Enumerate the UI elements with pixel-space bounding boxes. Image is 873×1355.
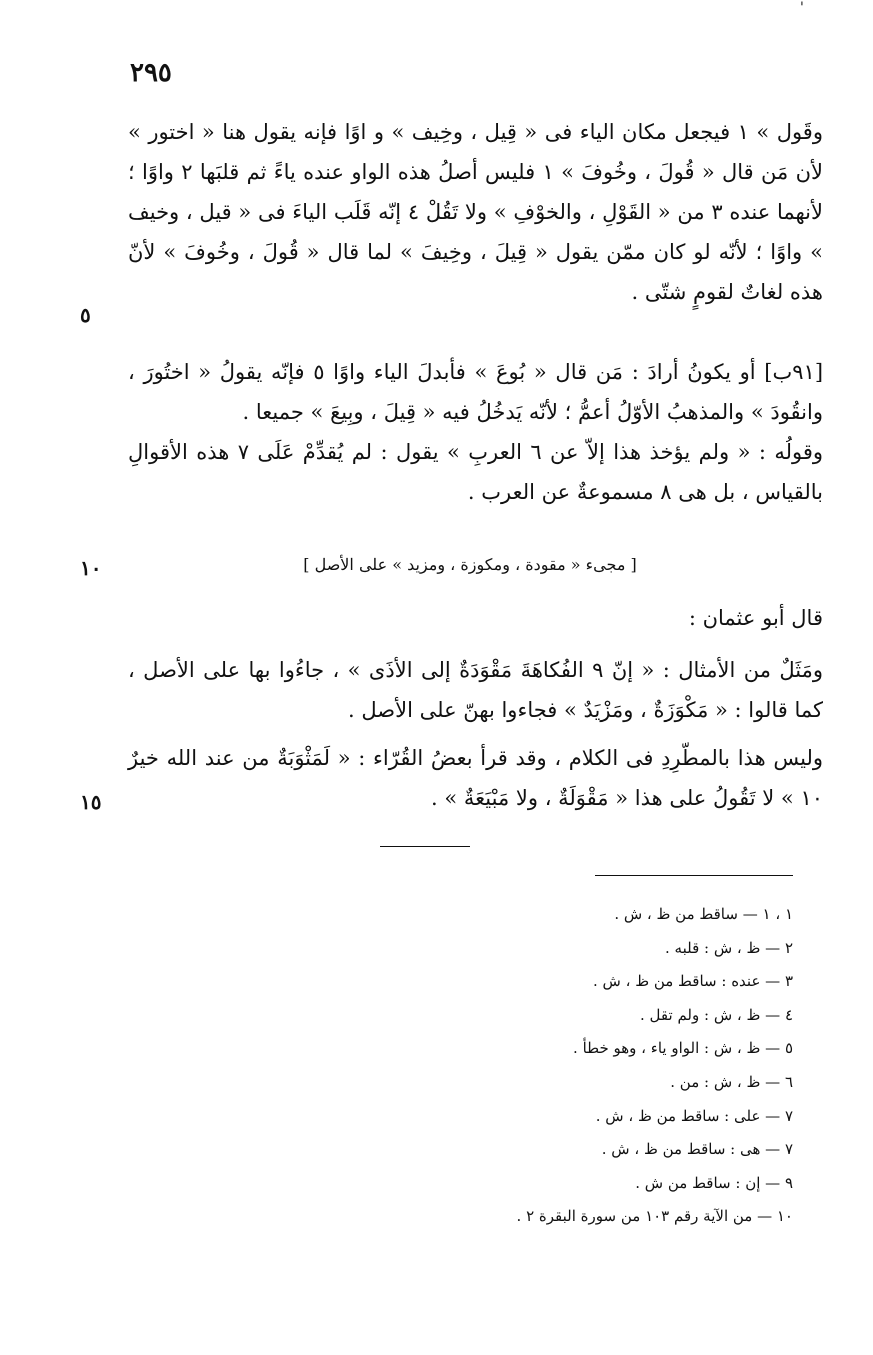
paragraph-block-4 bbox=[128, 598, 823, 638]
paragraph-block-6 bbox=[128, 738, 823, 818]
footnote-item: ٤ — ظ ، ش : ولم تقل . bbox=[640, 1005, 793, 1024]
paragraph-2: [٩١ب] أو يكونُ أرادَ : مَن قال « بُوعَ » فأبدلَ الياء واوًا ٥ فإنّه يقولُ « اختُورَ ، وانقُودَ » والمذهبُ الأوّلُ أعمُّ ؛ لأنّه يَدخُلُ فيه « قِيلَ ، وبِيعَ » جميعا . bbox=[128, 360, 824, 424]
footnote-item: ٩ — إن : ساقط من ش . bbox=[635, 1173, 793, 1192]
paragraph-block-2 bbox=[128, 352, 823, 432]
footnote-item: ٧ — على : ساقط من ظ ، ش . bbox=[595, 1106, 793, 1125]
paragraph-5: ومَثَلٌ من الأمثال : « إنّ ٩ الفُكاهَةَ مَقْوَدَةٌ إلى الأذَى » ، جاءُوا بها على الأصل ، كما قالوا : « مَكْوَزَةٌ ، ومَزْيَدٌ » فجاءوا بهنّ على الأصل . bbox=[128, 658, 823, 722]
paragraph-block-5 bbox=[128, 650, 823, 730]
line-number-10: ١٠ bbox=[80, 556, 102, 580]
footnotes-list bbox=[380, 898, 793, 1234]
line-number-5: ٥ bbox=[80, 303, 91, 327]
corner-mark: ' bbox=[800, 0, 804, 16]
footnote-item: ٢ — ظ ، ش : قلبه . bbox=[665, 938, 793, 957]
section-heading: [ مجىء « مقودة ، ومكوزة ، ومزيد » على الأصل ] bbox=[303, 555, 637, 574]
footnote-item: ٣ — عنده : ساقط من ظ ، ش . bbox=[592, 972, 793, 991]
paragraph-1: وقَول » ١ فيجعل مكان الياء فى « قِيل ، وخِيف » و اوًا فإنه يقول هنا « اختور » لأن مَن قال « قُولَ ، وخُوفَ » ١ فليس أصلُ هذه الواو عنده ياءً ثم قلبَها ٢ واوًا ؛ لأنهما عنده ٣ من « القَوْلِ ، والخوْفِ » ولا تَقُلْ ٤ إنّه قَلَب الياءَ فى « قيل ، وخيف » واوًا ؛ لأنّه لو كان ممّن يقول « قِيلَ ، وخِيفَ » لما قال « قُولَ ، وخُوفَ » لأنّ هذه لغاتٌ لقومٍ شتّى . bbox=[128, 120, 823, 304]
paragraph-4: قال أبو عثمان : bbox=[688, 606, 823, 630]
page-number: ٢٩٥ bbox=[130, 58, 172, 88]
paragraph-6: وليس هذا بالمطّرِدِ فى الكلام ، وقد قرأ بعضُ القُرّاء : « لَمَثْوَبَةٌ من عند الله خيرٌ ١٠ » لا تَقُولُ على هذا « مَقْوَلَةٌ ، ولا مَبْيَعَةٌ » . bbox=[128, 746, 823, 810]
footnote-item: ١ ، ١ — ساقط من ظ ، ش . bbox=[614, 905, 793, 923]
paragraph-3: وقولُه : « ولم يؤخذ هذا إلاّ عن ٦ العربِ » يقول : لم يُقدِّمْ عَلَى ٧ هذه الأقوالِ بالقياس ، بل هى ٨ مسموعةٌ عن العرب . bbox=[128, 440, 823, 504]
paragraph-block-1 bbox=[128, 112, 823, 312]
footnotes-divider bbox=[595, 875, 793, 876]
footnote-item: ٦ — ظ ، ش : من . bbox=[670, 1072, 793, 1091]
paragraph-block-3 bbox=[128, 432, 823, 512]
footnote-item: ٧ — هى : ساقط من ظ ، ش . bbox=[601, 1140, 793, 1159]
end-rule bbox=[380, 846, 470, 847]
footnote-item: ٥ — ظ ، ش : الواو ياء ، وهو خطأ . bbox=[573, 1039, 793, 1058]
footnote-item: ١٠ — من الآية رقم ١٠٣ من سورة البقرة ٢ . bbox=[516, 1207, 793, 1226]
line-number-15: ١٥ bbox=[80, 790, 102, 814]
